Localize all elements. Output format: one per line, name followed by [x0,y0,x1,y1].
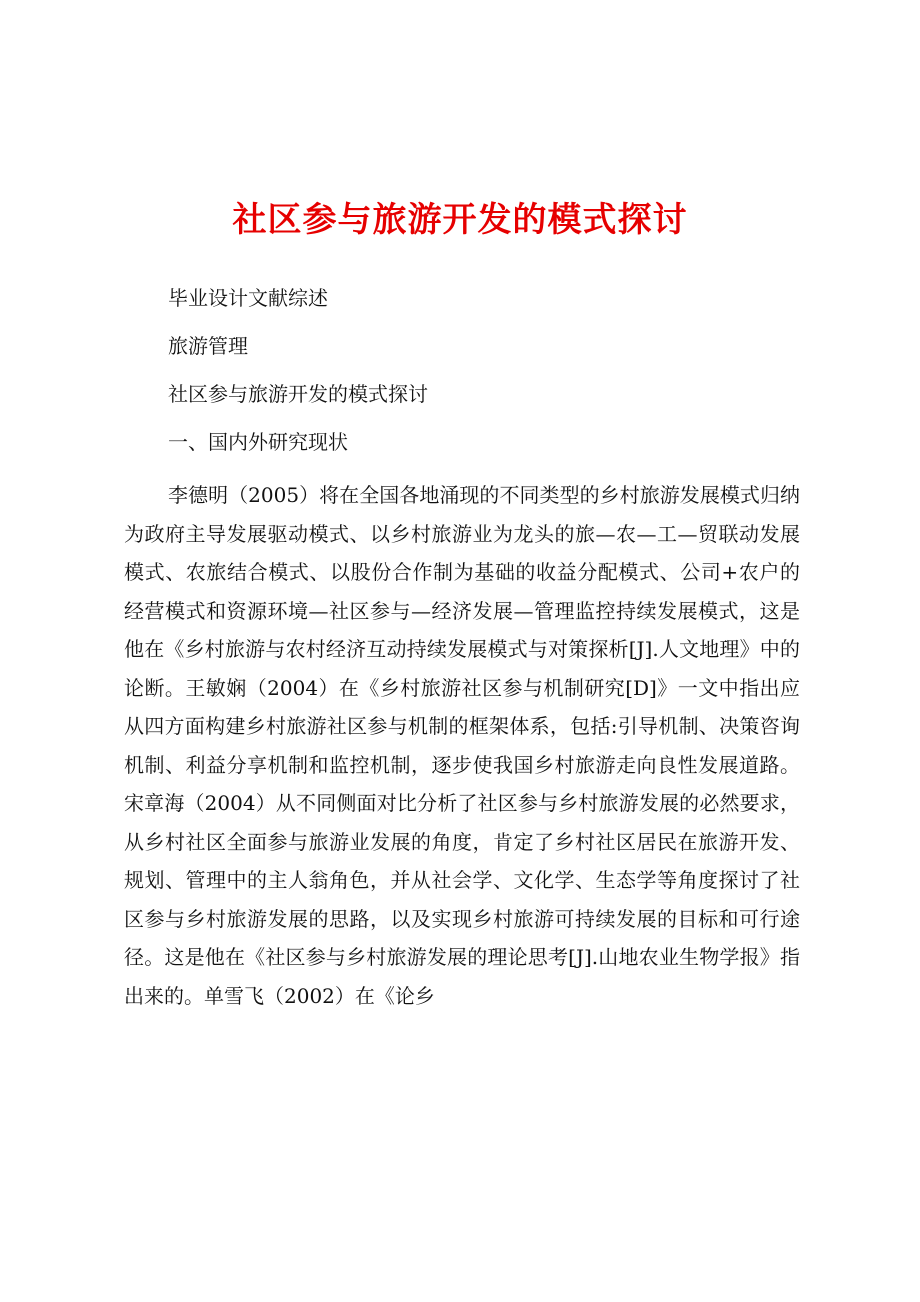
subtitle-topic: 社区参与旅游开发的模式探讨 [168,382,428,406]
section-heading: 一、国内外研究现状 [168,430,348,454]
subtitle-major: 旅游管理 [168,334,248,358]
body-paragraph: 李德明（2005）将在全国各地涌现的不同类型的乡村旅游发展模式归纳为政府主导发展驱动模式、以乡村旅游业为龙头的旅—农—工—贸联动发展模式、农旅结合模式、以股份合作制为基础的收益分配模式、公司+农户的经营模式和资源环境—社区参与—经济发展—管理监控持续发展模式，这是他在《乡村旅游与农村经济互动持续发展模式与对策探析[J].人文地理》中的论断。王敏娴（2004）在《乡村旅游社区参与机制研究[D]》一文中指出应从四方面构建乡村旅游社区参与机制的框架体系，包括:引导机制、决策咨询机制、利益分享机制和监控机制，逐步使我国乡村旅游走向良性发展道路。宋章海（2004）从不同侧面对比分析了社区参与乡村旅游发展的必然要求，从乡村社区全面参与旅游业发展的角度，肯定了乡村社区居民在旅游开发、规划、管理中的主人翁角色，并从社会学、文化学、生态学等角度探讨了社区参与乡村旅游发展的思路，以及实现乡村旅游可持续发展的目标和可行途径。这是他在《社区参与乡村旅游发展的理论思考[J].山地农业生物学报》指出来的。单雪飞（2002）在《论乡 [124,483,800,1008]
subtitle-thesis-type: 毕业设计文献综述 [168,286,328,310]
document-title: 社区参与旅游开发的模式探讨 [232,200,688,240]
